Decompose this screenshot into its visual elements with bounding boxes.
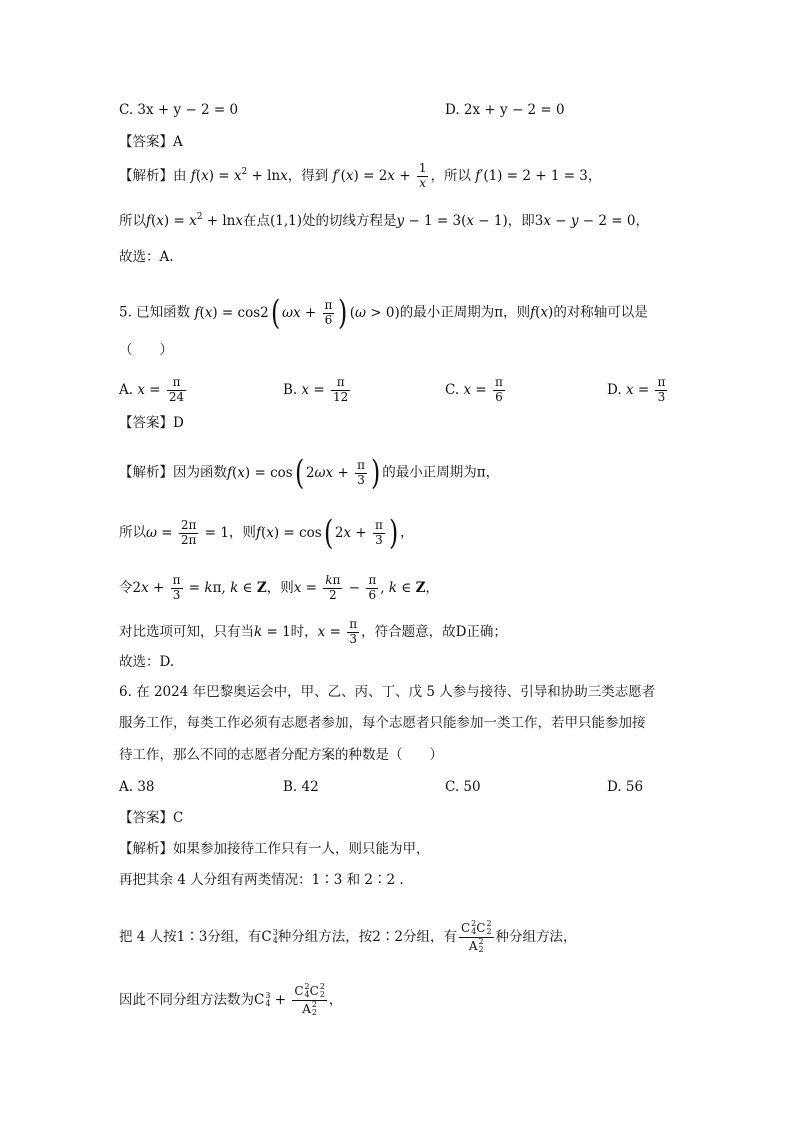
q4-analysis-line1: 【解析】由 $f(x) = x^2 + \ln x$，得到 f′(x) = 2x + $\frac{1}{x}$ ，所以 f′(1) = 2 + 1 = 3， — [119, 161, 602, 190]
text: A. — [119, 381, 134, 398]
text: 所以 — [119, 524, 146, 541]
text: 种分组方法，按2∶2分组，有 — [277, 928, 457, 945]
q4-answer: 【答案】A — [119, 134, 183, 150]
q5-option-b: B. x = $\frac{\pi}{12}$ — [283, 375, 349, 404]
q5-option-c: C. x = $\frac{\pi}{6}$ — [445, 375, 503, 404]
q6-stem-line3: 待工作，那么不同的志愿者分配方案的种数是（ ） — [119, 747, 443, 763]
q5-answer: 【答案】D — [119, 415, 184, 431]
text: 如果参加接待工作只有一人，则只能为甲， — [173, 841, 430, 857]
q6-answer: 【答案】C — [119, 810, 184, 826]
text: 的最小正周期为 — [399, 304, 495, 321]
text: 对比选项可知，只有当 — [119, 623, 254, 640]
q6-option-b: B. 42 — [283, 779, 319, 795]
text: D. — [607, 381, 622, 398]
q5-analysis-line3: 令2x + $\frac{\pi}{3}$ = kπ, k ∈ Z，则x = $\frac{k\pi}{2}$ − $\frac{\pi}{6}$ , k ∈ Z， — [119, 573, 439, 602]
q6-analysis-line1 — [119, 843, 430, 857]
text: 处的切线方程是 — [301, 213, 397, 229]
q6-stem-line1: 6. 在 2024 年巴黎奥运会中，甲、乙、丙、丁、戊 5 人参与接待、引导和协助三类志愿者 — [119, 684, 656, 700]
q6-option-c: C. 50 — [445, 779, 481, 795]
text: ，所以 — [430, 167, 471, 184]
text: ，则 — [228, 524, 256, 541]
q4-option-d: D. 2x + y − 2 = 0 — [445, 102, 565, 118]
text: 因此不同分组方法数为 — [119, 991, 254, 1008]
q6-option-d: D. 56 — [607, 779, 644, 795]
text: 5. 已知函数 — [119, 304, 191, 321]
q6-option-a: A. 38 — [119, 779, 155, 795]
text: ， — [328, 991, 343, 1008]
text: 把 4 人按1∶3分组，有 — [119, 928, 262, 945]
q4-conclusion: 故选：A. — [119, 249, 174, 265]
text: 在点 — [242, 213, 270, 229]
q6-stem-line2: 服务工作，每类工作必须有志愿者参加，每个志愿者只能参加一类工作，若甲只能参加接 — [119, 715, 646, 731]
text: ，则 — [503, 304, 531, 321]
q5-analysis-tag: 【解析】 — [119, 464, 173, 481]
text: 的对称轴可以是 — [553, 304, 648, 321]
text: ，即 — [507, 213, 535, 229]
q5-blank: （ ） — [119, 342, 173, 358]
q5-analysis-line1: 【解析】因为函数f(x) = cos( 2ωx + $\frac{\pi}{3}$ ) 的最小正周期为π， — [119, 453, 500, 493]
q4-analysis-tag: 【解析】 — [119, 167, 173, 184]
text: 由 — [173, 167, 187, 184]
q5-option-a: A. x = $\frac{\pi}{24}$ — [119, 375, 185, 404]
q4-analysis-line2: 所以$f(x) = x^2 + \ln x$在点(1,1)处的切线方程是y − 1 = 3(x − 1)，即3x − y − 2 = 0， — [119, 212, 649, 229]
text: C. — [445, 381, 460, 398]
text: 的最小正周期为 — [382, 464, 477, 481]
text: 所以 — [119, 213, 146, 229]
q5-conclusion: 故选：D. — [119, 654, 175, 670]
text: 时， — [290, 623, 318, 640]
q5-analysis-line2: 所以ω = $\frac{2\pi}{2\pi}$ = 1，则f(x) = cos( 2x + $\frac{\pi}{3}$ ) ， — [119, 513, 414, 553]
text: 因为函数 — [173, 464, 227, 481]
text: ，得到 — [287, 167, 329, 184]
q4-option-c: C. 3x + y − 2 = 0 — [119, 102, 239, 118]
text: ，符合题意，故D正确； — [361, 623, 507, 640]
q5-option-d: D. x = $\frac{\pi}{3}$ — [607, 375, 666, 404]
q6-analysis-line3: 把 4 人按1∶3分组，有C 3 4 种分组方法，按2∶2分组，有 C 2 4 C 2 2 A 2 2 种分组方法， — [119, 919, 577, 955]
q6-analysis-line2: 再把其余 4 人分组有两类情况：1∶3 和 2∶2 . — [119, 872, 404, 888]
text: B. — [283, 381, 298, 398]
q6-analysis-line4: 因此不同分组方法数为C 3 4 + C 2 4 C 2 2 A 2 2 ， — [119, 982, 343, 1018]
text: ，则 — [266, 579, 294, 596]
q6-analysis-tag: 【解析】 — [119, 841, 173, 857]
q5-analysis-line4: 对比选项可知，只有当k = 1时，x = $\frac{\pi}{3}$ ，符合题意，故D正确； — [119, 617, 507, 646]
text: 令 — [119, 579, 133, 596]
text: 种分组方法， — [495, 928, 577, 945]
q5-stem: 5. 已知函数 f(x) = cos2( ωx + $\frac{\pi}{6}$ ) (ω > 0)的最小正周期为π，则f(x)的对称轴可以是 — [119, 293, 648, 333]
